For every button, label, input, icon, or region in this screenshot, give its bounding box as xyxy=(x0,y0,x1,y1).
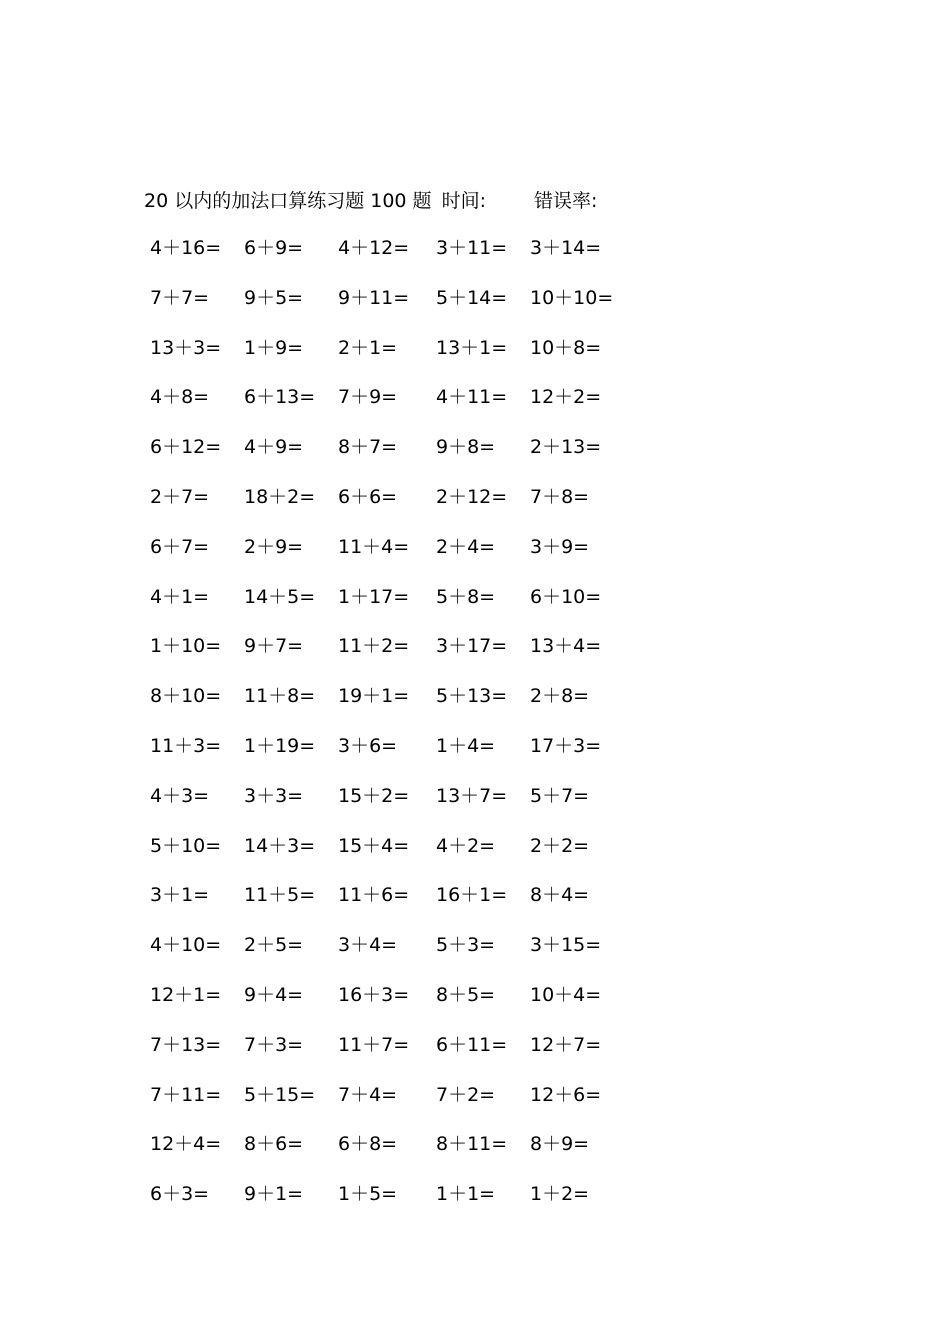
addition-problem: 6＋13= xyxy=(244,386,316,409)
addition-problem: 11＋8= xyxy=(244,685,316,708)
addition-problem: 17＋3= xyxy=(530,734,602,757)
addition-problem: 13＋7= xyxy=(436,784,508,807)
addition-problem: 1＋4= xyxy=(436,734,496,757)
addition-problem: 1＋2= xyxy=(530,1183,590,1206)
problem-row xyxy=(150,931,630,981)
addition-problem: 9＋1= xyxy=(244,1183,304,1206)
addition-problem: 3＋11= xyxy=(436,237,508,259)
error-rate-label: 错误率: xyxy=(534,190,598,212)
addition-problem: 8＋5= xyxy=(436,983,496,1006)
addition-problem: 3＋4= xyxy=(338,934,398,957)
addition-problem: 2＋5= xyxy=(244,934,304,957)
addition-problem: 7＋13= xyxy=(150,1033,222,1056)
addition-problem: 1＋17= xyxy=(338,585,410,608)
addition-problem: 9＋7= xyxy=(244,635,304,658)
addition-problem: 9＋5= xyxy=(244,286,304,309)
addition-problem: 1＋1= xyxy=(436,1183,496,1206)
addition-problem: 2＋2= xyxy=(530,834,590,857)
problem-row xyxy=(150,1180,630,1230)
addition-problem: 9＋8= xyxy=(436,436,496,459)
addition-problem: 18＋2= xyxy=(244,485,316,508)
addition-problem: 2＋9= xyxy=(244,535,304,558)
problem-row xyxy=(150,682,630,732)
addition-problem: 5＋14= xyxy=(436,286,508,309)
addition-problem: 12＋7= xyxy=(530,1033,602,1056)
addition-problem: 19＋1= xyxy=(338,685,410,708)
addition-problem: 13＋3= xyxy=(150,336,222,359)
problem-row xyxy=(150,234,630,284)
problem-row xyxy=(150,1081,630,1131)
addition-problem: 5＋10= xyxy=(150,834,222,857)
problem-row xyxy=(150,533,630,583)
addition-problem: 2＋7= xyxy=(150,485,210,508)
addition-problem: 7＋3= xyxy=(244,1033,304,1056)
addition-problem: 4＋2= xyxy=(436,834,496,857)
problem-row xyxy=(150,433,630,483)
problem-row xyxy=(150,881,630,931)
addition-problem: 14＋5= xyxy=(244,585,316,608)
addition-problem: 4＋9= xyxy=(244,436,304,459)
addition-problem: 14＋3= xyxy=(244,834,316,857)
problem-row xyxy=(150,284,630,334)
problem-grid xyxy=(150,234,630,1230)
addition-problem: 7＋2= xyxy=(436,1083,496,1106)
addition-problem: 16＋1= xyxy=(436,884,508,907)
addition-problem: 2＋4= xyxy=(436,535,496,558)
addition-problem: 6＋11= xyxy=(436,1033,508,1056)
addition-problem: 12＋4= xyxy=(150,1133,222,1156)
addition-problem: 11＋2= xyxy=(338,635,410,658)
addition-problem: 1＋5= xyxy=(338,1183,398,1206)
addition-problem: 11＋6= xyxy=(338,884,410,907)
addition-problem: 6＋7= xyxy=(150,535,210,558)
addition-problem: 5＋13= xyxy=(436,685,508,708)
addition-problem: 3＋15= xyxy=(530,934,602,957)
addition-problem: 11＋3= xyxy=(150,734,222,757)
addition-problem: 7＋4= xyxy=(338,1083,398,1106)
addition-problem: 10＋10= xyxy=(530,286,614,309)
addition-problem: 6＋9= xyxy=(244,237,304,259)
addition-problem: 1＋19= xyxy=(244,734,316,757)
addition-problem: 3＋3= xyxy=(244,784,304,807)
addition-problem: 1＋9= xyxy=(244,336,304,359)
addition-problem: 5＋15= xyxy=(244,1083,316,1106)
addition-problem: 8＋10= xyxy=(150,685,222,708)
worksheet-title: 20 以内的加法口算练习题 100 题 xyxy=(144,190,432,212)
addition-problem: 15＋4= xyxy=(338,834,410,857)
addition-problem: 3＋9= xyxy=(530,535,590,558)
addition-problem: 4＋1= xyxy=(150,585,210,608)
addition-problem: 16＋3= xyxy=(338,983,410,1006)
addition-problem: 11＋7= xyxy=(338,1033,410,1056)
addition-problem: 2＋8= xyxy=(530,685,590,708)
addition-problem: 13＋4= xyxy=(530,635,602,658)
addition-problem: 3＋17= xyxy=(436,635,508,658)
time-label: 时间: xyxy=(441,190,486,212)
addition-problem: 6＋12= xyxy=(150,436,222,459)
problem-row xyxy=(150,483,630,533)
addition-problem: 1＋10= xyxy=(150,635,222,658)
addition-problem: 5＋3= xyxy=(436,934,496,957)
addition-problem: 4＋12= xyxy=(338,237,410,259)
addition-problem: 6＋3= xyxy=(150,1183,210,1206)
addition-problem: 9＋4= xyxy=(244,983,304,1006)
addition-problem: 4＋11= xyxy=(436,386,508,409)
addition-problem: 2＋13= xyxy=(530,436,602,459)
addition-problem: 12＋6= xyxy=(530,1083,602,1106)
addition-problem: 5＋8= xyxy=(436,585,496,608)
addition-problem: 12＋2= xyxy=(530,386,602,409)
problem-row xyxy=(150,583,630,633)
addition-problem: 7＋8= xyxy=(530,485,590,508)
addition-problem: 3＋1= xyxy=(150,884,210,907)
problem-row xyxy=(150,383,630,433)
problem-row xyxy=(150,334,630,384)
addition-problem: 8＋4= xyxy=(530,884,590,907)
addition-problem: 9＋11= xyxy=(338,286,410,309)
addition-problem: 4＋8= xyxy=(150,386,210,409)
addition-problem: 8＋11= xyxy=(436,1133,508,1156)
addition-problem: 2＋1= xyxy=(338,336,398,359)
addition-problem: 10＋4= xyxy=(530,983,602,1006)
addition-problem: 6＋10= xyxy=(530,585,602,608)
addition-problem: 7＋11= xyxy=(150,1083,222,1106)
addition-problem: 3＋14= xyxy=(530,237,602,259)
addition-problem: 7＋7= xyxy=(150,286,210,309)
addition-problem: 11＋5= xyxy=(244,884,316,907)
addition-problem: 8＋7= xyxy=(338,436,398,459)
addition-problem: 4＋10= xyxy=(150,934,222,957)
addition-problem: 8＋9= xyxy=(530,1133,590,1156)
addition-problem: 13＋1= xyxy=(436,336,508,359)
addition-problem: 3＋6= xyxy=(338,734,398,757)
problem-row xyxy=(150,832,630,882)
problem-row xyxy=(150,1130,630,1180)
addition-problem: 15＋2= xyxy=(338,784,410,807)
addition-problem: 4＋16= xyxy=(150,237,222,259)
worksheet-header xyxy=(144,187,598,215)
problem-row xyxy=(150,632,630,682)
addition-problem: 6＋8= xyxy=(338,1133,398,1156)
addition-problem: 7＋9= xyxy=(338,386,398,409)
problem-row xyxy=(150,732,630,782)
addition-problem: 2＋12= xyxy=(436,485,508,508)
addition-problem: 4＋3= xyxy=(150,784,210,807)
addition-problem: 6＋6= xyxy=(338,485,398,508)
problem-row xyxy=(150,1031,630,1081)
problem-row xyxy=(150,782,630,832)
addition-problem: 8＋6= xyxy=(244,1133,304,1156)
addition-problem: 5＋7= xyxy=(530,784,590,807)
addition-problem: 10＋8= xyxy=(530,336,602,359)
addition-problem: 12＋1= xyxy=(150,983,222,1006)
problem-row xyxy=(150,981,630,1031)
addition-problem: 11＋4= xyxy=(338,535,410,558)
